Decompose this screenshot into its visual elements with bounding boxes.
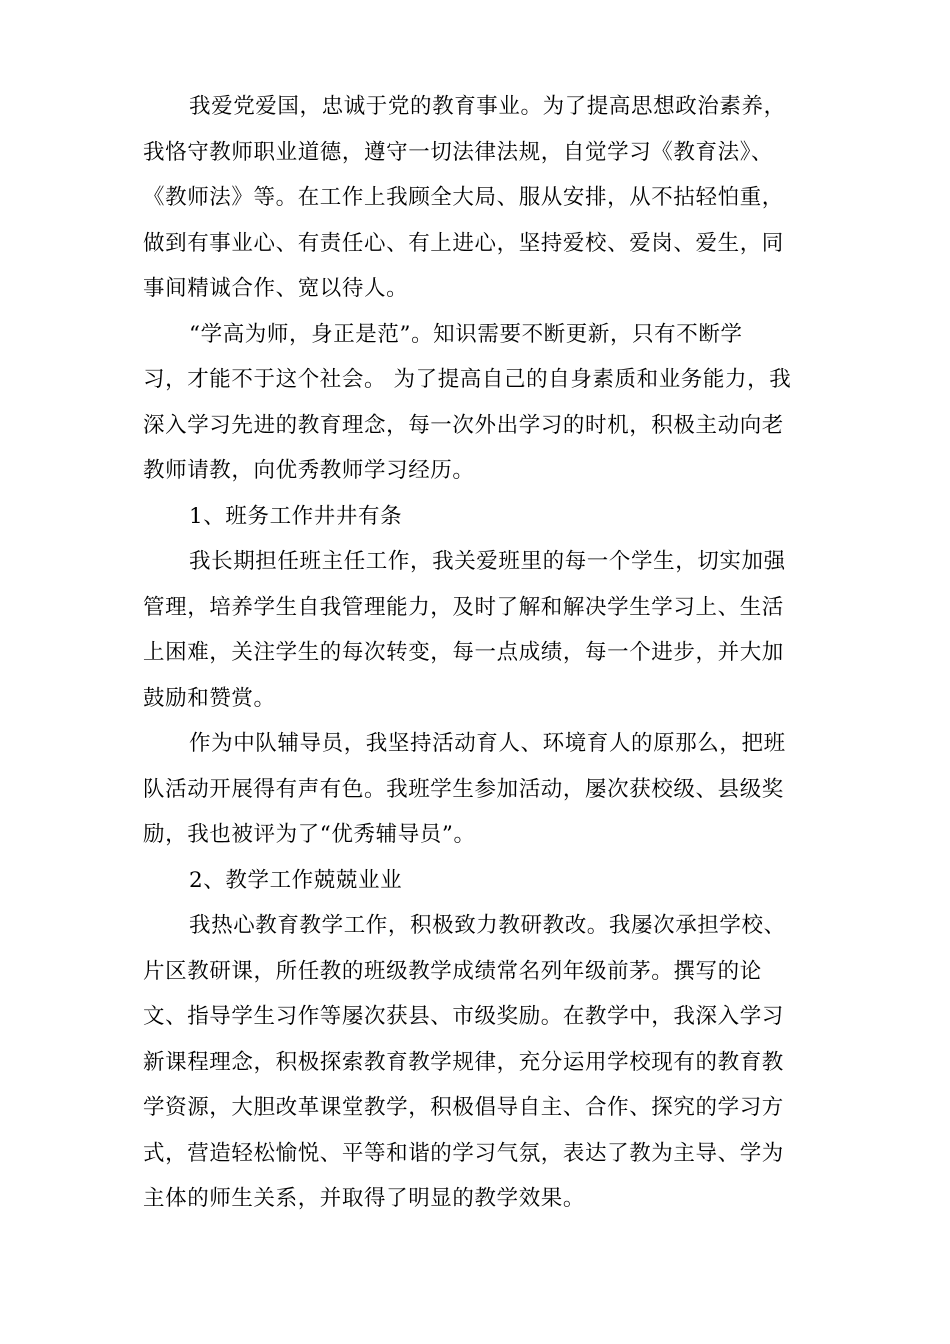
paragraph-5-line-3: 文、指导学生习作等屡次获县、市级奖励。在教学中，我深入学习	[143, 1004, 784, 1029]
paragraph-1-line-5: 事间精诚合作、宽以待人。	[143, 276, 409, 301]
paragraph-5-line-7: 主体的师生关系，并取得了明显的教学效果。	[143, 1186, 586, 1211]
paragraph-3-line-4: 鼓励和赞赏。	[143, 686, 276, 711]
section-heading-1: 1、班务工作井井有条	[189, 504, 403, 529]
section-heading-2: 2、教学工作兢兢业业	[189, 868, 403, 893]
paragraph-3-line-1: 我长期担任班主任工作，我关爱班里的每一个学生，切实加强	[189, 549, 786, 574]
paragraph-2-line-1: “学高为师，身正是范”。知识需要不断更新，只有不断学	[189, 322, 743, 347]
paragraph-3-line-3: 上困难，关注学生的每次转变，每一点成绩，每一个进步，并大加	[143, 640, 784, 665]
paragraph-1-line-1: 我爱党爱国，忠诚于党的教育事业。为了提高思想政治素养，	[189, 94, 786, 119]
paragraph-5-line-2: 片区教研课，所任教的班级教学成绩常名列年级前茅。撰写的论	[143, 959, 762, 984]
paragraph-5-line-1: 我热心教育教学工作，积极致力教研教改。我屡次承担学校、	[189, 913, 786, 938]
paragraph-3-line-2: 管理，培养学生自我管理能力，及时了解和解决学生学习上、生活	[143, 595, 784, 620]
paragraph-5-line-6: 式，营造轻松愉悦、平等和谐的学习气氛，表达了教为主导、学为	[143, 1141, 784, 1166]
paragraph-5-line-4: 新课程理念，积极探索教育教学规律，充分运用学校现有的教育教	[143, 1050, 784, 1075]
paragraph-5-line-5: 学资源，大胆改革课堂教学，积极倡导自主、合作、探究的学习方	[143, 1095, 784, 1120]
paragraph-1-line-3: 《教师法》等。在工作上我顾全大局、服从安排，从不拈轻怕重，	[143, 185, 784, 210]
paragraph-4-line-3: 励，我也被评为了“优秀辅导员”。	[143, 822, 476, 847]
paragraph-2-line-3: 深入学习先进的教育理念，每一次外出学习的时机，积极主动向老	[143, 413, 784, 438]
paragraph-4-line-2: 队活动开展得有声有色。我班学生参加活动，屡次获校级、县级奖	[143, 777, 784, 802]
paragraph-1-line-4: 做到有事业心、有责任心、有上进心，坚持爱校、爱岗、爱生，同	[143, 231, 784, 256]
paragraph-4-line-1: 作为中队辅导员，我坚持活动育人、环境育人的原那么，把班	[189, 731, 786, 756]
paragraph-2-line-4: 教师请教，向优秀教师学习经历。	[143, 458, 475, 483]
paragraph-2-line-2: 习，才能不于这个社会。 为了提高自己的自身素质和业务能力，我	[143, 367, 792, 392]
paragraph-1-line-2: 我恪守教师职业道德，遵守一切法律法规，自觉学习《教育法》、	[143, 140, 774, 165]
